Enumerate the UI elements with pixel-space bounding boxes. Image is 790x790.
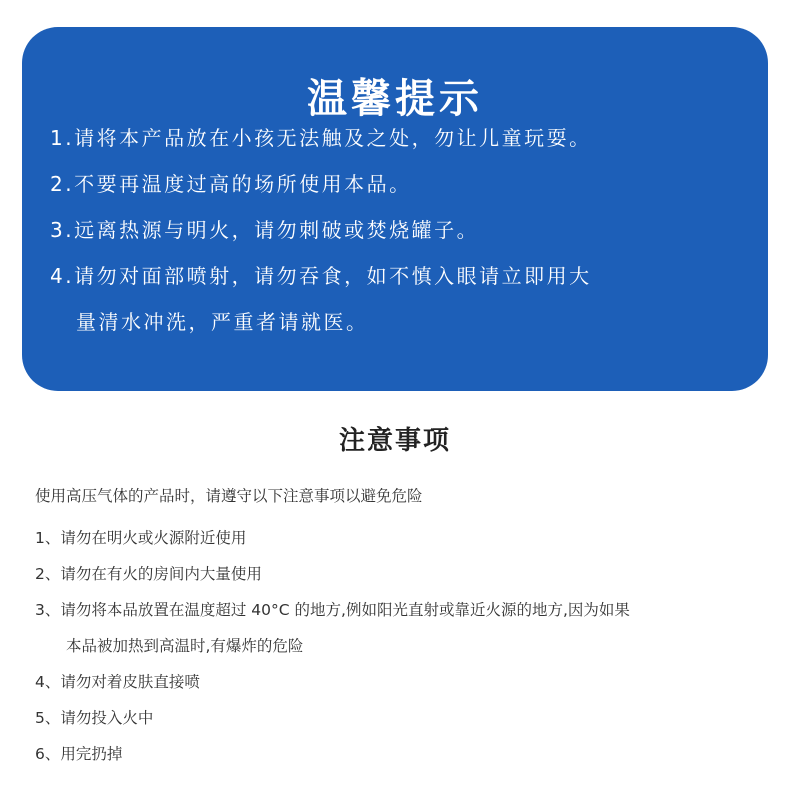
caution-list bbox=[35, 520, 770, 772]
warm-tip-text: 4.请勿对面部喷射，请勿吞食，如不慎入眼请立即用大 bbox=[50, 264, 592, 288]
caution-item bbox=[35, 556, 770, 592]
caution-item-text: 3、请勿将本品放置在温度超过 40°C 的地方,例如阳光直射或靠近火源的地方,因为如果 bbox=[35, 601, 630, 619]
caution-item-text-continued: 本品被加热到高温时,有爆炸的危险 bbox=[66, 637, 304, 655]
caution-item-text: 6、用完扔掉 bbox=[35, 745, 123, 763]
warm-tips-list bbox=[50, 115, 748, 345]
warm-tip-text-continued: 量清水冲洗，严重者请就医。 bbox=[76, 310, 369, 334]
warm-tip-item bbox=[50, 253, 748, 345]
caution-item bbox=[35, 700, 770, 736]
warm-tips-title: 温馨提示 bbox=[307, 76, 483, 122]
warm-tip-item bbox=[50, 115, 748, 161]
caution-intro: 使用高压气体的产品时，请遵守以下注意事项以避免危险 bbox=[35, 487, 423, 505]
warm-tip-text: 2.不要再温度过高的场所使用本品。 bbox=[50, 172, 412, 196]
warm-tips-panel bbox=[22, 27, 768, 391]
caution-item bbox=[35, 736, 770, 772]
warm-tip-item bbox=[50, 207, 748, 253]
caution-item-text: 4、请勿对着皮肤直接喷 bbox=[35, 673, 200, 691]
warm-tip-text: 1.请将本产品放在小孩无法触及之处，勿让儿童玩耍。 bbox=[50, 126, 592, 150]
caution-item bbox=[35, 520, 770, 556]
caution-item bbox=[35, 592, 770, 664]
caution-item-text: 5、请勿投入火中 bbox=[35, 709, 154, 727]
warm-tip-text: 3.远离热源与明火，请勿刺破或焚烧罐子。 bbox=[50, 218, 480, 242]
caution-title: 注意事项 bbox=[338, 426, 451, 456]
caution-item-text: 2、请勿在有火的房间内大量使用 bbox=[35, 565, 262, 583]
warm-tip-item bbox=[50, 161, 748, 207]
caution-item-text: 1、请勿在明火或火源附近使用 bbox=[35, 529, 247, 547]
caution-item bbox=[35, 664, 770, 700]
